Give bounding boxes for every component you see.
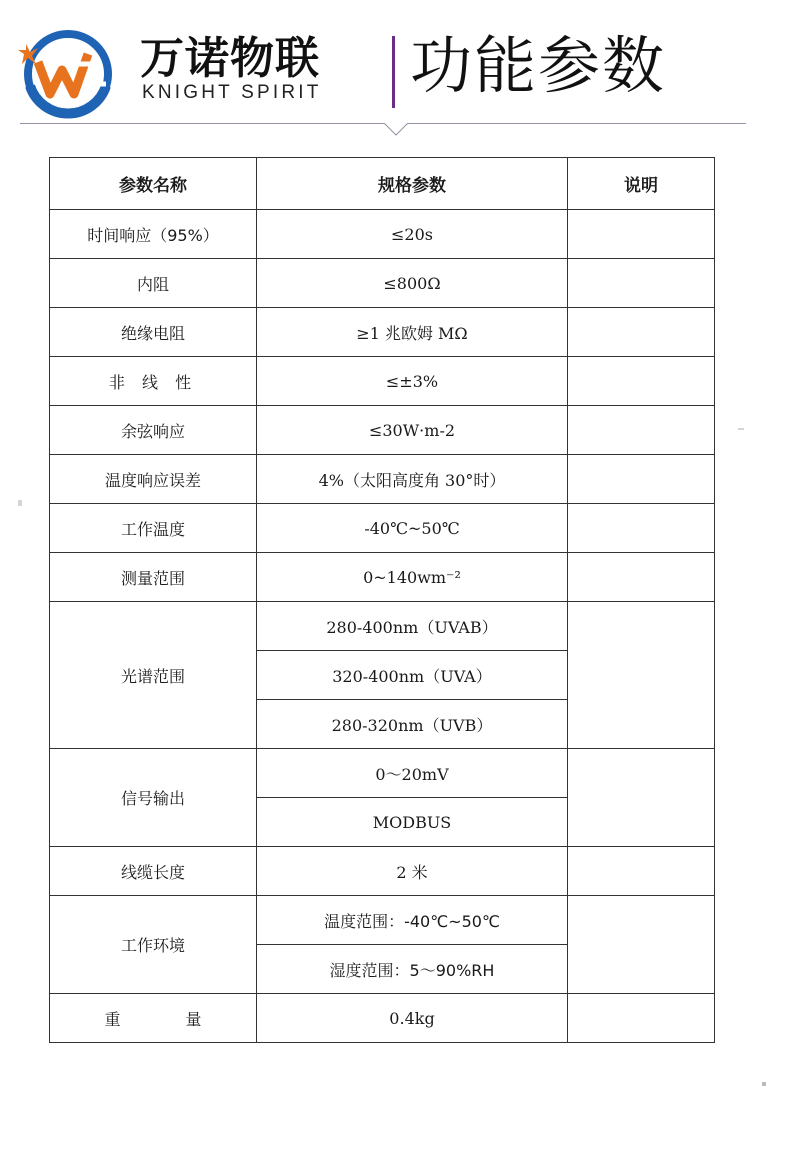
param-spec: 280-400nm（UVAB）: [257, 602, 568, 651]
scan-mark: [762, 1082, 766, 1086]
table-row: [50, 406, 715, 455]
param-note: [568, 210, 715, 259]
param-spec: 0.4kg: [257, 994, 568, 1043]
table-row: [50, 210, 715, 259]
header-param-name: 参数名称: [50, 158, 257, 210]
param-name: 温度响应误差: [50, 455, 257, 504]
param-note: [568, 847, 715, 896]
param-name: 非 线 性: [50, 357, 257, 406]
param-note: [568, 455, 715, 504]
header-spec: 规格参数: [257, 158, 568, 210]
table-header-row: [50, 158, 715, 210]
header-note: 说明: [568, 158, 715, 210]
brand-logo-icon: [16, 24, 120, 120]
param-note: [568, 994, 715, 1043]
spec-table: [49, 157, 715, 1043]
table-row: [50, 259, 715, 308]
param-spec: 0~140wm⁻²: [257, 553, 568, 602]
param-note: [568, 553, 715, 602]
param-spec: 2 米: [257, 847, 568, 896]
brand-name-en: KNIGHT SPIRIT: [142, 82, 322, 103]
param-spec: 4%（太阳高度角 30°时）: [257, 455, 568, 504]
brand-name-cn: 万诺物联: [140, 33, 320, 84]
param-note: [568, 504, 715, 553]
param-spec: ≤30W·m-2: [257, 406, 568, 455]
table-row: [50, 602, 715, 651]
chevron-down-icon: [384, 123, 408, 137]
param-name: 工作环境: [50, 896, 257, 994]
param-spec: ≥1 兆欧姆 MΩ: [257, 308, 568, 357]
param-spec: MODBUS: [257, 798, 568, 847]
param-name: 信号输出: [50, 749, 257, 847]
table-row: [50, 553, 715, 602]
page-header: [0, 0, 790, 140]
param-name: 光谱范围: [50, 602, 257, 749]
param-spec: 0～20mV: [257, 749, 568, 798]
param-spec: 温度范围：-40℃~50℃: [257, 896, 568, 945]
param-spec: -40℃~50℃: [257, 504, 568, 553]
param-spec: ≤20s: [257, 210, 568, 259]
param-name: 时间响应（95%）: [50, 210, 257, 259]
param-note: [568, 602, 715, 749]
param-name: 线缆长度: [50, 847, 257, 896]
table-row: [50, 504, 715, 553]
param-name: 测量范围: [50, 553, 257, 602]
param-spec: ≤±3%: [257, 357, 568, 406]
scan-mark: [18, 500, 22, 506]
table-row: [50, 994, 715, 1043]
param-name: 余弦响应: [50, 406, 257, 455]
table-row: [50, 847, 715, 896]
param-note: [568, 749, 715, 847]
param-spec: 湿度范围：5～90%RH: [257, 945, 568, 994]
header-rule: [20, 123, 746, 124]
param-note: [568, 406, 715, 455]
param-name: 内阻: [50, 259, 257, 308]
param-spec: 320-400nm（UVA）: [257, 651, 568, 700]
param-name: 重 量: [50, 994, 257, 1043]
param-note: [568, 259, 715, 308]
param-name: 绝缘电阻: [50, 308, 257, 357]
table-row: [50, 749, 715, 798]
table-row: [50, 308, 715, 357]
param-spec: 280-320nm（UVB）: [257, 700, 568, 749]
table-row: [50, 455, 715, 504]
param-spec: ≤800Ω: [257, 259, 568, 308]
page-title: 功能参数: [410, 29, 667, 102]
brand-divider: [392, 36, 395, 108]
scan-mark: [738, 428, 744, 430]
table-row: [50, 357, 715, 406]
table-row: [50, 896, 715, 945]
param-note: [568, 308, 715, 357]
param-name: 工作温度: [50, 504, 257, 553]
param-note: [568, 896, 715, 994]
param-note: [568, 357, 715, 406]
